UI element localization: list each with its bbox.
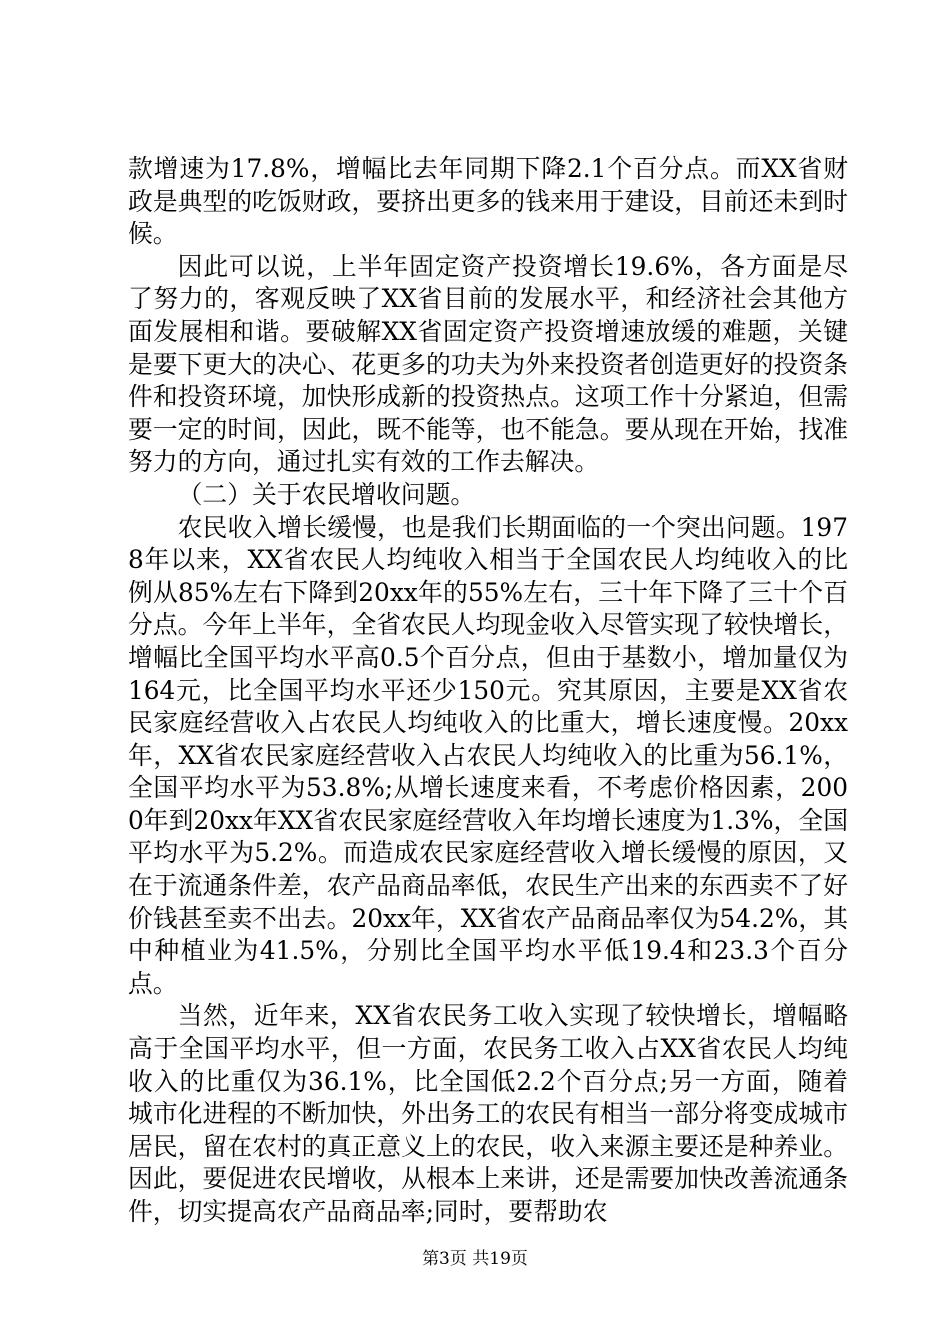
section-heading-farmer-income: （二）关于农民增收问题。	[177, 479, 476, 509]
page-number-footer: 第3页 共19页	[422, 1249, 528, 1269]
paragraph-fixed-asset-investment: 因此可以说，上半年固定资产投资增长19.6%，各方面是尽了努力的，客观反映了XX省目前的发展水平，和经济社会其他方面发展相和谐。要破解XX省固定资产投资增速放缓的难题，关键是要下更大的决心、花更多的功夫为外来投资者创造更好的投资条件和投资环境，加快形成新的投资热点。这项工作十分紧迫，但需要一定的时间，因此，既不能等，也不能急。要从现在开始，找准努力的方向，通过扎实有效的工作去解决。	[128, 251, 848, 477]
paragraph-farmer-income-growth: 农民收入增长缓慢，也是我们长期面临的一个突出问题。1978年以来，XX省农民人均纯收入相当于全国农民人均纯收入的比例从85%左右下降到20xx年的55%左右，三十年下降了三十个百分点。今年上半年，全省农民人均现金收入尽管实现了较快增长，增幅比全国平均水平高0.5个百分点，但由于基数小，增加量仅为164元，比全国平均水平还少150元。究其原因，主要是XX省农民家庭经营收入占农民人均纯收入的比重大，增长速度慢。20xx年，XX省农民家庭经营收入占农民人均纯收入的比重为56.1%，全国平均水平为53.8%;从增长速度来看，不考虑价格因素，2000年到20xx年XX省农民家庭经营收入年均增长速度为1.3%，全国平均水平为5.2%。而造成农民家庭经营收入增长缓慢的原因，又在于流通条件差，农产品商品率低，农民生产出来的东西卖不了好价钱甚至卖不出去。20xx年，XX省农产品商品率仅为54.2%，其中种植业为41.5%，分别比全国平均水平低19.4和23.3个百分点。	[128, 512, 848, 998]
paragraph-continuation: 款增速为17.8%，增幅比去年同期下降2.1个百分点。而XX省财政是典型的吃饭财政，要挤出更多的钱来用于建设，目前还未到时候。	[128, 154, 848, 249]
document-body	[128, 153, 848, 1229]
paragraph-migrant-work-income: 当然，近年来，XX省农民务工收入实现了较快增长，增幅略高于全国平均水平，但一方面，农民务工收入占XX省农民人均纯收入的比重仅为36.1%，比全国低2.2个百分点;另一方面，随着城市化进程的不断加快，外出务工的农民有相当一部分将变成城市居民，留在农村的真正意义上的农民，收入来源主要还是种养业。因此，要促进农民增收，从根本上来讲，还是需要加快改善流通条件，切实提高农产品商品率;同时，要帮助农	[128, 1001, 848, 1226]
